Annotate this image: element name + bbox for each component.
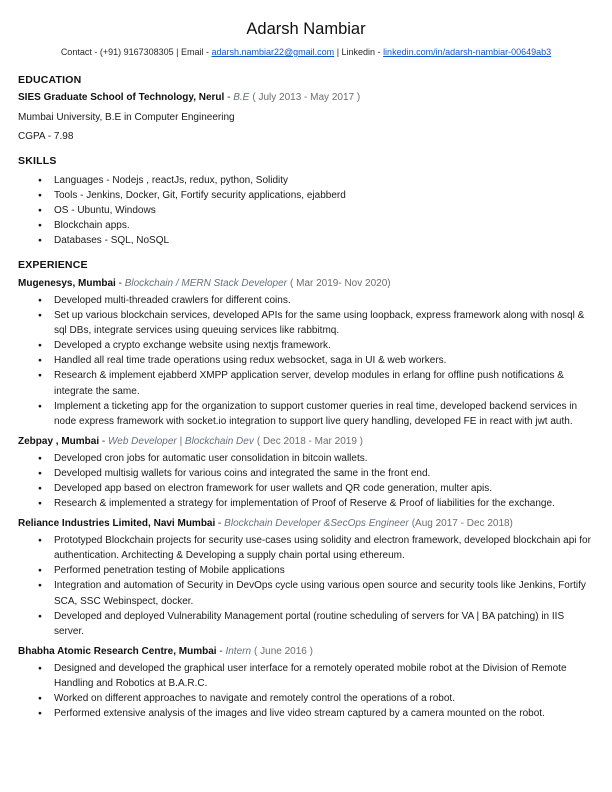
experience-bullet-text: Developed multisig wallets for various coins and integrated the same in the front end. <box>54 467 431 479</box>
experience-bullet-text: Set up various blockchain services, developed APIs for the same using loopback, express framework along with nosql & sql DBs, integrate services using queuing services like rabbitmq. <box>54 310 585 337</box>
experience-bullet <box>36 451 594 466</box>
company-name: Mugenesys, Mumbai <box>18 277 116 289</box>
company-name: Zebpay , Mumbai <box>18 435 100 447</box>
experience-bullet <box>36 578 594 608</box>
job-role: Web Developer | Blockchain Dev <box>108 435 254 447</box>
experience-bullet-text: Research & implemented a strategy for implementation of Proof of Reserve & Proof of liabilities for the exchange. <box>54 498 555 510</box>
experience-bullet-text: Developed a crypto exchange website using nextjs framework. <box>54 340 331 352</box>
experience-bullet <box>36 466 594 481</box>
experience-bullet <box>36 293 594 308</box>
experience-bullet <box>36 609 594 639</box>
job-header <box>18 277 594 290</box>
job-role: Intern <box>225 645 252 657</box>
bullet-icon: ● <box>38 191 42 199</box>
separator: - <box>115 277 125 289</box>
experience-bullet <box>36 563 594 578</box>
separator: - <box>215 518 225 530</box>
skill-text: Tools - Jenkins, Docker, Git, Fortify security applications, ejabberd <box>54 189 346 201</box>
bullet-icon: ● <box>38 582 42 590</box>
job-header <box>18 435 594 448</box>
experience-bullet <box>36 353 594 368</box>
experience-bullet <box>36 496 594 511</box>
degree: B.E <box>233 92 250 103</box>
experience-bullet <box>36 691 594 706</box>
bullet-icon: ● <box>38 402 42 410</box>
bullet-icon: ● <box>38 221 42 229</box>
job-header <box>18 645 594 658</box>
skill-text: OS - Ubuntu, Windows <box>54 204 156 216</box>
experience-bullet-text: Developed multi-threaded crawlers for different coins. <box>54 294 291 306</box>
job-header <box>18 517 594 530</box>
skills-list <box>18 173 594 248</box>
bullet-icon: ● <box>38 454 42 462</box>
bullet-icon: ● <box>38 612 42 620</box>
skill-text: Databases - SQL, NoSQL <box>54 234 170 246</box>
experience-bullet <box>36 308 594 338</box>
bullet-icon: ● <box>38 500 42 508</box>
experience-bullet-text: Performed extensive analysis of the images and live video stream captured by a camera mounted on the robot. <box>54 708 545 720</box>
separator: - <box>216 645 226 657</box>
job-role: Blockchain Developer &SecOps Engineer <box>224 518 409 530</box>
contact-phone-text: Contact - (+91) 9167308305 | Email - <box>60 47 212 57</box>
experience-bullet-text: Developed and deployed Vulnerability Management portal (routine scheduling of servers for VA | BA patching) in IIS server. <box>54 610 565 637</box>
job-dates: ( Mar 2019- Nov 2020) <box>290 277 391 289</box>
skill-text: Languages - Nodejs , reactJs, redux, python, Solidity <box>54 174 289 186</box>
bullet-icon: ● <box>38 710 42 718</box>
job-bullet-list <box>18 451 594 511</box>
job-dates: ( June 2016 ) <box>254 645 313 657</box>
experience-bullet-text: Performed penetration testing of Mobile applications <box>54 565 285 577</box>
experience-bullet-text: Developed cron jobs for automatic user consolidation in bitcoin wallets. <box>54 452 368 464</box>
separator: - <box>99 435 109 447</box>
skill-item <box>36 233 594 248</box>
experience-bullet <box>36 661 594 691</box>
education-cgpa-line: CGPA - 7.98 <box>18 131 74 142</box>
experience-bullet <box>36 481 594 496</box>
bullet-icon: ● <box>38 236 42 244</box>
experience-bullet-text: Handled all real time trade operations using redux websocket, saga in UI & web workers. <box>54 355 447 367</box>
bullet-icon: ● <box>38 312 42 320</box>
skill-item <box>36 218 594 233</box>
section-heading-skills: SKILLS <box>18 154 57 167</box>
experience-bullet <box>36 399 594 429</box>
job-dates: (Aug 2017 - Dec 2018) <box>411 518 513 530</box>
skill-item <box>36 188 594 203</box>
bullet-icon: ● <box>38 206 42 214</box>
bullet-icon: ● <box>38 537 42 545</box>
bullet-icon: ● <box>38 695 42 703</box>
bullet-icon: ● <box>38 372 42 380</box>
bullet-icon: ● <box>38 296 42 304</box>
job-dates: ( Dec 2018 - Mar 2019 ) <box>256 435 364 447</box>
company-name: Bhabha Atomic Research Centre, Mumbai <box>18 645 217 657</box>
experience-bullet-text: Worked on different approaches to navigate and remotely control the operations of a robot. <box>54 693 455 705</box>
bullet-icon: ● <box>38 567 42 575</box>
experience-bullet <box>36 368 594 398</box>
experience-bullet-text: Research & implement ejabberd XMPP application server, develop modules in erlang for offline push notifications & integrate the same. <box>54 370 564 397</box>
contact-separator: | Linkedin - <box>334 47 384 57</box>
separator: - <box>224 92 234 103</box>
school-name: SIES Graduate School of Technology, Nerul <box>18 92 225 103</box>
education-university-line: Mumbai University, B.E in Computer Engineering <box>18 111 235 123</box>
job-role: Blockchain / MERN Stack Developer <box>124 277 287 289</box>
email-link[interactable]: adarsh.nambiar22@gmail.com <box>211 47 335 57</box>
contact-line <box>18 46 594 58</box>
education-dates: ( July 2013 - May 2017 ) <box>252 92 361 103</box>
bullet-icon: ● <box>38 176 42 184</box>
job-bullet-list <box>18 661 594 721</box>
bullet-icon: ● <box>38 485 42 492</box>
experience-bullet-text: Implement a ticketing app for the organization to support customer queries in real time, developed backend services in node express framework with socket.io integration to support live query handling, developed FE in react with jwt auth. <box>54 400 578 427</box>
experience-bullet-text: Integration and automation of Security in DevOps cycle using various open source and security tools like Jenkins, Fortify SCA, SSC Webinspect, docker. <box>54 580 586 607</box>
bullet-icon: ● <box>38 664 42 672</box>
experience-bullet-text: Designed and developed the graphical user interface for a remotely operated mobile robot at the Division of Remote Handling and Robotics at B.A.R.C. <box>54 662 567 689</box>
experience-bullet-text: Prototyped Blockchain projects for security use-cases using solidity and electron framework, developed blockchain api for authentication. Architecting & Developing a supply chain portal using ethereum. <box>54 535 591 562</box>
company-name: Reliance Industries Limited, Navi Mumbai <box>18 518 216 530</box>
linkedin-link[interactable]: linkedin.com/in/adarsh-nambiar-00649ab3 <box>383 47 552 57</box>
job-bullet-list <box>18 293 594 429</box>
page-title: Adarsh Nambiar <box>246 20 366 38</box>
skill-item <box>36 203 594 218</box>
skill-item <box>36 173 594 188</box>
section-heading-experience: EXPERIENCE <box>18 258 88 271</box>
bullet-icon: ● <box>38 469 42 477</box>
experience-bullet <box>36 706 594 721</box>
bullet-icon: ● <box>38 357 42 365</box>
experience-bullet <box>36 533 594 563</box>
experience-bullet-text: Developed app based on electron framework for user wallets and QR code generation, multer apis. <box>54 483 493 494</box>
skill-text: Blockchain apps. <box>54 219 130 231</box>
education-school-line <box>18 92 594 105</box>
experience-bullet <box>36 338 594 353</box>
section-heading-education: EDUCATION <box>18 74 82 86</box>
job-bullet-list <box>18 533 594 639</box>
bullet-icon: ● <box>38 342 42 350</box>
